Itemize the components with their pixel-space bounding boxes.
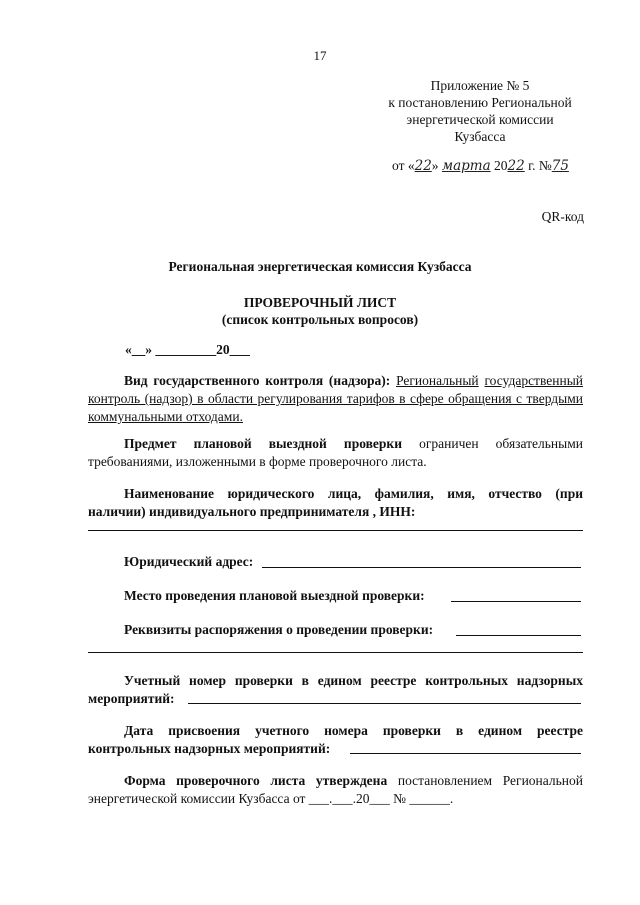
- subject-paragraph: [88, 435, 583, 471]
- order-details-label: Реквизиты распоряжения о проведении проверки:: [124, 622, 434, 637]
- date-prefix: от «: [392, 158, 415, 173]
- organization-name: Региональная энергетическая комиссия Кузбасса: [168, 259, 472, 274]
- registry-date-label: Дата присвоения учетного номера проверки в едином реестре контрольных надзорных мероприятий:: [88, 723, 583, 756]
- control-type-value-rest: государственный контроль (надзор) в области регулирования тарифов в сфере обращения с твердыми коммунальными отходами.: [88, 373, 583, 424]
- entity-name-label: Наименование юридического лица, фамилия, имя, отчество (при наличии) индивидуального предпринимателя , ИНН:: [88, 486, 583, 519]
- resolution-date: [392, 158, 569, 174]
- form-approval-text: постановлением Региональной энергетической комиссии Кузбасса от ___.___.20___ № ______.: [88, 773, 583, 806]
- handwritten-month: марта: [441, 158, 491, 174]
- legal-address-field-line[interactable]: [262, 567, 581, 568]
- registry-number-field-line[interactable]: [188, 703, 581, 704]
- handwritten-year: 22: [507, 158, 525, 174]
- subject-text: ограничен обязательными требованиями, изложенными в форме проверочного листа.: [88, 436, 583, 469]
- date-year-prefix: 20: [490, 158, 508, 173]
- inspection-place-field-line[interactable]: [451, 601, 581, 602]
- order-details-field-line-2[interactable]: [88, 652, 583, 653]
- form-approval-paragraph: [88, 772, 583, 808]
- handwritten-number: 75: [551, 158, 569, 174]
- order-details-field-line[interactable]: [456, 635, 581, 636]
- appendix-line: Кузбасса: [454, 129, 506, 144]
- date-blank: «__» _________20___: [125, 342, 250, 357]
- registry-number-label: Учетный номер проверки в едином реестре контрольных надзорных мероприятий:: [88, 673, 583, 706]
- appendix-line: Приложение № 5: [430, 78, 530, 93]
- document-title: ПРОВЕРОЧНЫЙ ЛИСТ: [243, 295, 397, 310]
- control-type-label: Вид государственного контроля (надзора):: [124, 373, 391, 388]
- handwritten-day: 22: [414, 158, 432, 174]
- registry-date-field-line[interactable]: [350, 753, 581, 754]
- inspection-place-label: Место проведения плановой выездной проверки:: [124, 588, 425, 603]
- control-type-paragraph: [88, 372, 583, 426]
- qr-code-label: QR-код: [541, 209, 584, 224]
- subject-label: Предмет плановой выездной проверки: [124, 436, 402, 451]
- date-number-prefix: г. №: [524, 158, 552, 173]
- page-number: 17: [313, 48, 327, 63]
- date-sep: »: [431, 158, 442, 173]
- document-subtitle: (список контрольных вопросов): [221, 312, 419, 327]
- control-type-value: Региональный: [396, 373, 479, 388]
- appendix-line: к постановлению Региональной: [388, 95, 572, 110]
- appendix-line: энергетической комиссии: [406, 112, 554, 127]
- form-approval-label: Форма проверочного листа утверждена: [124, 773, 388, 788]
- appendix-header: [380, 77, 580, 145]
- legal-address-label: Юридический адрес:: [124, 554, 254, 569]
- entity-name-field-line[interactable]: [88, 530, 583, 531]
